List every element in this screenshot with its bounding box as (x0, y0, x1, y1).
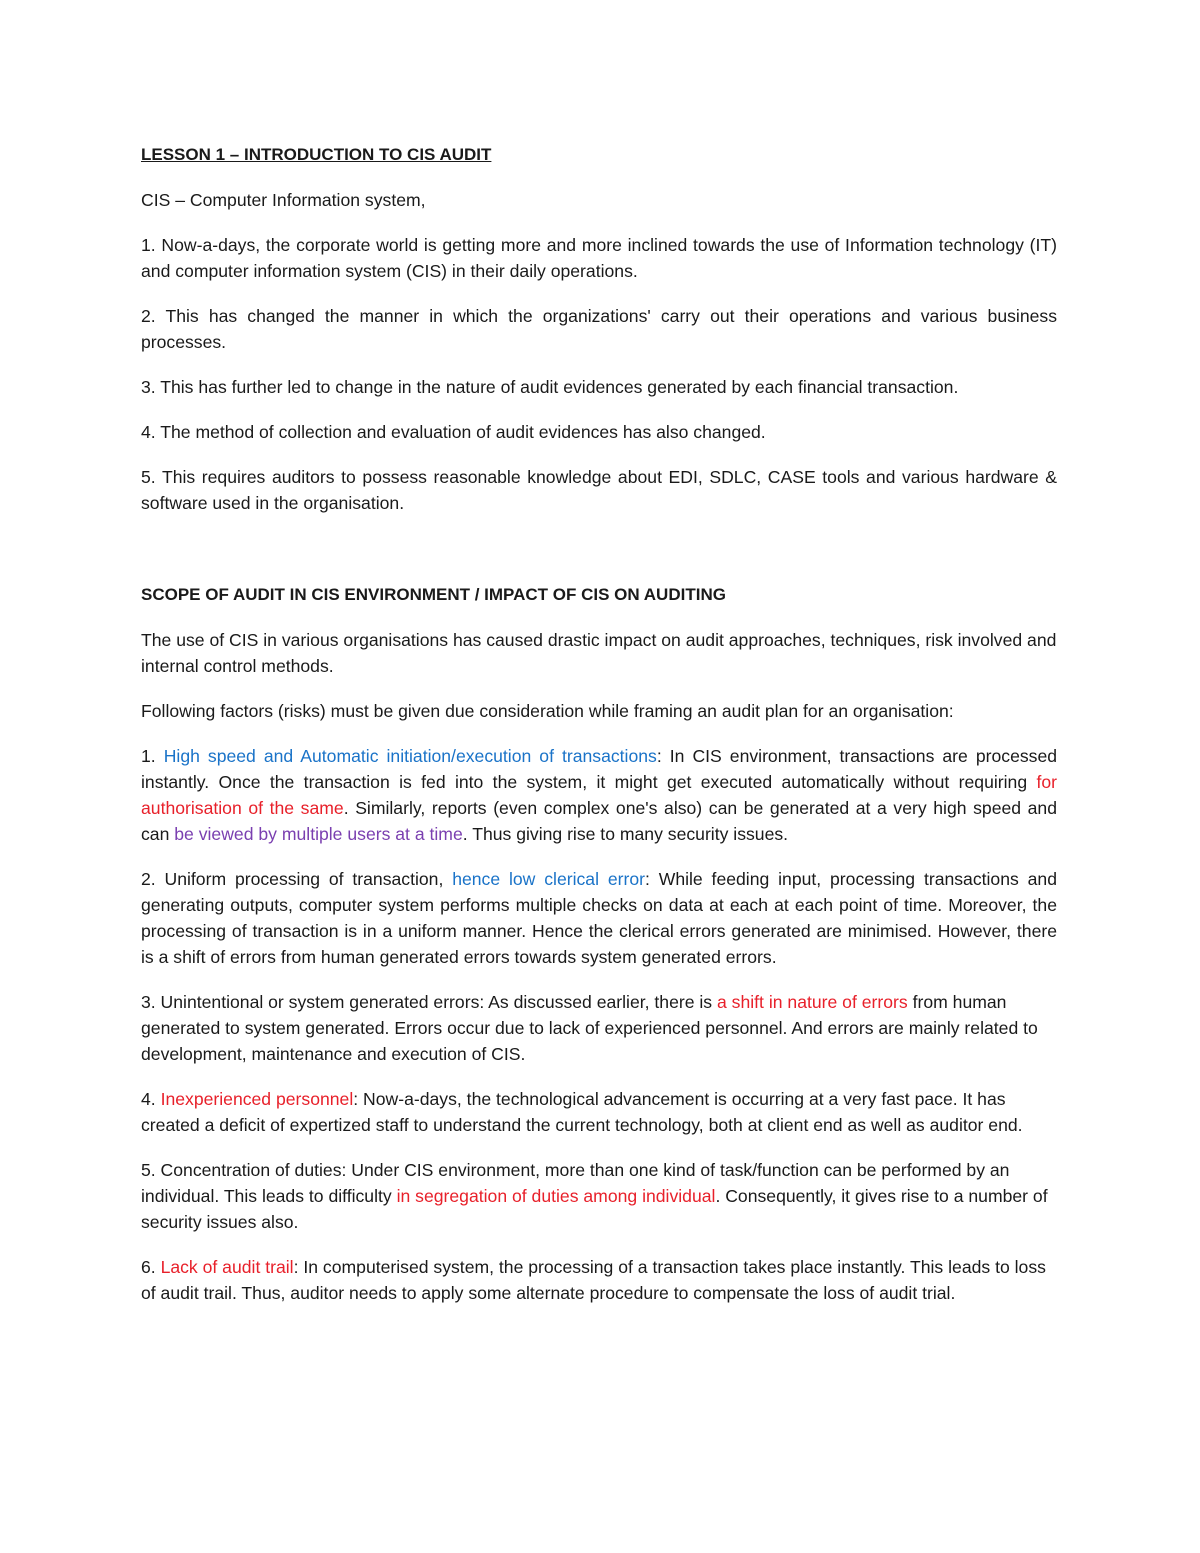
factors-intro: Following factors (risks) must be given due consideration while framing an audit plan for an organisation: (141, 701, 954, 721)
document-page (141, 142, 1057, 1306)
factor-6: 6. Lack of audit trail: In computerised system, the processing of a transaction takes place instantly. This leads to loss of audit trail. Thus, auditor needs to apply some alternate procedure to compensate the loss of audit trial. (141, 1257, 1046, 1303)
factor-4: 4. Inexperienced personnel: Now-a-days, the technological advancement is occurring at a very fast pace. It has created a deficit of expertized staff to understand the current technology, both at client end as well as auditor end. (141, 1089, 1023, 1135)
factor-2-key: hence low clerical error (452, 869, 645, 889)
scope-heading: SCOPE OF AUDIT IN CIS ENVIRONMENT / IMPACT OF CIS ON AUDITING (141, 585, 726, 604)
intro-point: 5. This requires auditors to possess reasonable knowledge about EDI, SDLC, CASE tools and various hardware & software used in the organisation. (141, 467, 1057, 513)
factor-2: 2. Uniform processing of transaction, hence low clerical error: While feeding input, processing transactions and generating outputs, computer system performs multiple checks on data at each at each point of time. Moreover, the processing of transaction is in a uniform manner. Hence the clerical errors generated are minimised. However, there is a shift of errors from human generated errors towards system generated errors. (141, 869, 1058, 967)
intro-point: 1. Now-a-days, the corporate world is getting more and more inclined towards the use of Information technology (IT) and computer information system (CIS) in their daily operations. (141, 235, 1057, 281)
factor-3: 3. Unintentional or system generated errors: As discussed earlier, there is a shift in nature of errors from human generated to system generated. Errors occur due to lack of experienced personnel. And errors are mainly related to development, maintenance and execution of CIS. (141, 992, 1038, 1064)
lesson-title: LESSON 1 – INTRODUCTION TO CIS AUDIT (141, 145, 492, 164)
factor-1: 1. High speed and Automatic initiation/execution of transactions: In CIS environment, transactions are processed instantly. Once the transaction is fed into the system, it might get executed automatically without requiring for authorisation of the same. Similarly, reports (even complex one's also) can be generated at a very high speed and can be viewed by multiple users at a time. Thus giving rise to many security issues. (141, 746, 1058, 844)
intro-point: 4. The method of collection and evaluation of audit evidences has also changed. (141, 422, 766, 442)
intro-point: 2. This has changed the manner in which the organizations' carry out their operations and various business processes. (141, 306, 1057, 352)
factor-1-key: High speed and Automatic initiation/execution of transactions (163, 746, 657, 766)
intro-point: 3. This has further led to change in the nature of audit evidences generated by each financial transaction. (141, 377, 959, 397)
factor-5: 5. Concentration of duties: Under CIS environment, more than one kind of task/function can be performed by an individual. This leads to difficulty in segregation of duties among individual. Consequently, it gives rise to a number of security issues also. (141, 1160, 1048, 1232)
factor-4-key: Inexperienced personnel (160, 1089, 354, 1109)
cis-definition: CIS – Computer Information system, (141, 190, 426, 210)
scope-intro: The use of CIS in various organisations has caused drastic impact on audit approaches, techniques, risk involved and internal control methods. (141, 630, 1057, 676)
factor-6-key: Lack of audit trail (160, 1257, 294, 1277)
